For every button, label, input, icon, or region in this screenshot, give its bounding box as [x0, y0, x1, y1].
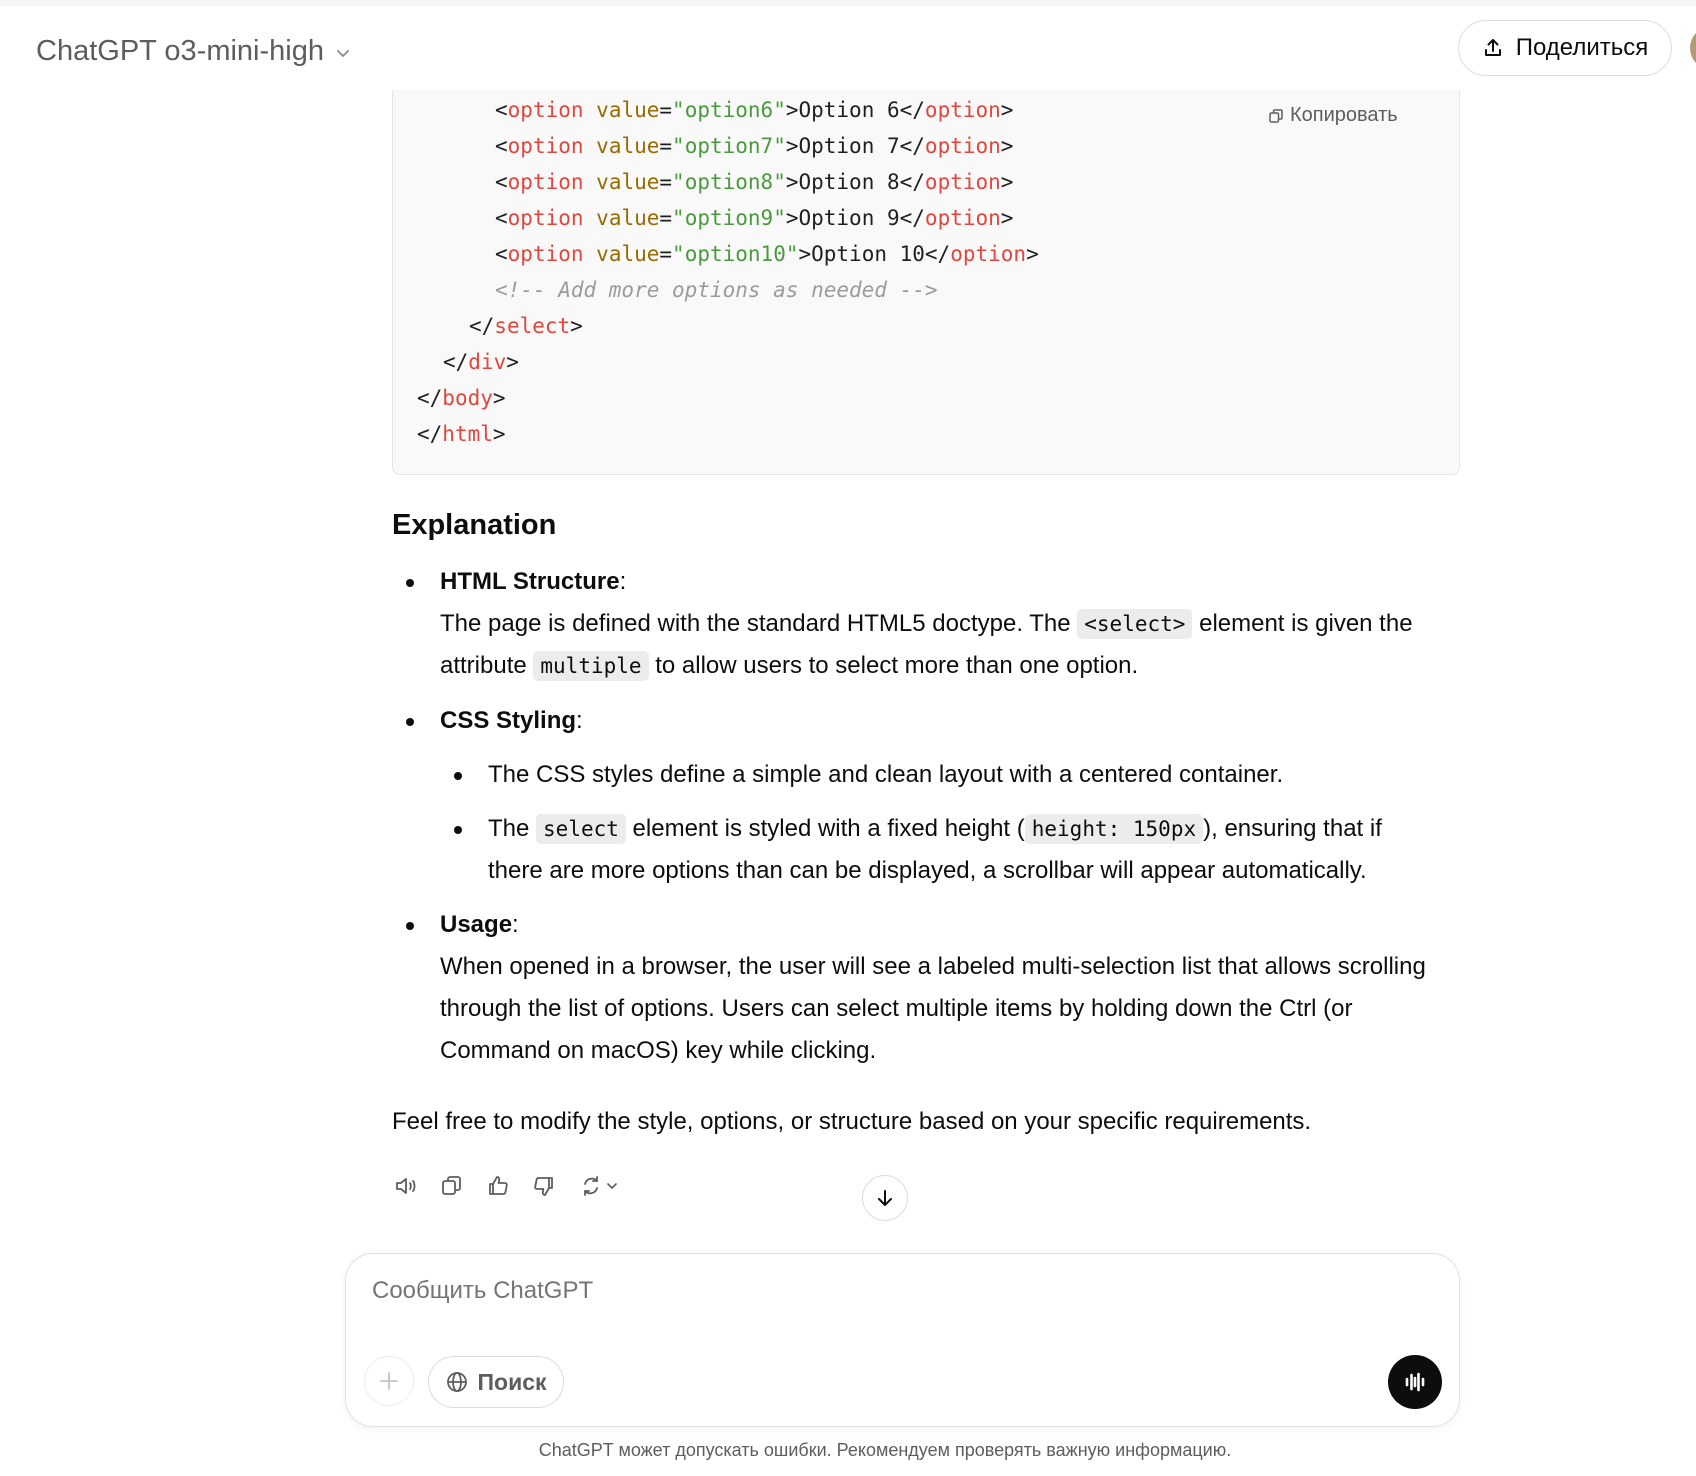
- css-styling-title: CSS Styling:: [440, 707, 583, 734]
- share-label: Поделиться: [1515, 34, 1649, 61]
- code-line: <option value="option9">Option 9</option>: [495, 206, 1014, 230]
- copy-label: Копировать: [1290, 104, 1398, 126]
- html-structure-title: HTML Structure:: [440, 568, 627, 595]
- chevron-down-icon: [605, 1179, 619, 1193]
- usage-line2: through the list of options. Users can select multiple items by holding down the Ctrl (or: [440, 995, 1353, 1022]
- refresh-icon: [579, 1174, 605, 1198]
- thumbs-up-icon: [486, 1174, 510, 1198]
- css-item-1: The CSS styles define a simple and clean layout with a centered container.: [488, 761, 1284, 788]
- html-structure-line2: attribute multiple to allow users to select more than one option.: [440, 652, 1139, 679]
- closing-paragraph: Feel free to modify the style, options, or structure based on your specific requirements.: [392, 1108, 1312, 1135]
- attach-button[interactable]: [364, 1356, 414, 1406]
- copy-icon: [440, 1174, 464, 1198]
- thumbs-down-button[interactable]: [530, 1172, 558, 1200]
- message-input[interactable]: [370, 1276, 1274, 1306]
- model-label: ChatGPT o3-mini-high: [36, 34, 324, 67]
- copy-message-button[interactable]: [438, 1172, 466, 1200]
- code-multiple-inline: multiple: [533, 651, 648, 681]
- speaker-icon: [393, 1173, 419, 1199]
- sub-bullet-dot: [454, 772, 462, 780]
- model-selector[interactable]: [26, 26, 362, 76]
- usage-line1: When opened in a browser, the user will see a labeled multi-selection list that allows scrolling: [440, 953, 1426, 980]
- globe-icon: [445, 1370, 469, 1394]
- code-select-inline-2: select: [536, 814, 626, 844]
- code-line: </html>: [417, 422, 506, 446]
- chevron-down-icon: [334, 44, 352, 62]
- code-line: <option value="option10">Option 10</option>: [495, 242, 1039, 266]
- regenerate-button[interactable]: [576, 1172, 622, 1200]
- message-composer: [345, 1253, 1460, 1427]
- code-line: <option value="option8">Option 8</option>: [495, 170, 1014, 194]
- avatar[interactable]: [1690, 26, 1696, 70]
- usage-line3: Command on macOS) key while clicking.: [440, 1037, 877, 1064]
- css-item-2-line1: The select element is styled with a fixed height ( height: 150px ), ensuring that if: [488, 815, 1382, 842]
- bullet-dot: [406, 718, 414, 726]
- thumbs-up-button[interactable]: [484, 1172, 512, 1200]
- code-line: <option value="option6">Option 6</option>: [495, 98, 1014, 122]
- code-line: </select>: [469, 314, 583, 338]
- header: [0, 6, 1696, 90]
- bullet-dot: [406, 922, 414, 930]
- code-line: <option value="option7">Option 7</option>: [495, 134, 1014, 158]
- message-actions: [392, 1170, 622, 1202]
- code-line: </body>: [417, 386, 506, 410]
- bullet-dot: [406, 579, 414, 587]
- code-line: </div>: [443, 350, 519, 374]
- code-select-inline: <select>: [1077, 609, 1192, 639]
- arrow-down-icon: [874, 1187, 896, 1209]
- code-line: <!-- Add more options as needed -->: [495, 278, 938, 302]
- sub-bullet-dot: [454, 826, 462, 834]
- code-height-inline: height: 150px: [1025, 814, 1203, 844]
- share-button[interactable]: [1458, 20, 1672, 76]
- search-button[interactable]: [428, 1356, 564, 1408]
- html-structure-line1: The page is defined with the standard HTML5 doctype. The <select> element is given the: [440, 610, 1413, 637]
- voice-waveform-icon: [1402, 1369, 1428, 1395]
- css-item-2-line2: there are more options than can be displayed, a scrollbar will appear automatically.: [488, 857, 1367, 884]
- scroll-to-bottom-button[interactable]: [862, 1175, 908, 1221]
- share-icon: [1482, 37, 1504, 59]
- voice-mode-button[interactable]: [1388, 1355, 1442, 1409]
- copy-code-button[interactable]: [1268, 104, 1398, 127]
- explanation-heading: Explanation: [392, 509, 557, 541]
- copy-icon: [1268, 108, 1284, 124]
- thumbs-down-icon: [532, 1174, 556, 1198]
- usage-title: Usage:: [440, 911, 519, 938]
- read-aloud-button[interactable]: [392, 1172, 420, 1200]
- plus-icon: [378, 1370, 400, 1392]
- search-label: Поиск: [477, 1368, 547, 1395]
- disclaimer-text: ChatGPT может допускать ошибки. Рекомендуем проверять важную информацию.: [538, 1440, 1232, 1460]
